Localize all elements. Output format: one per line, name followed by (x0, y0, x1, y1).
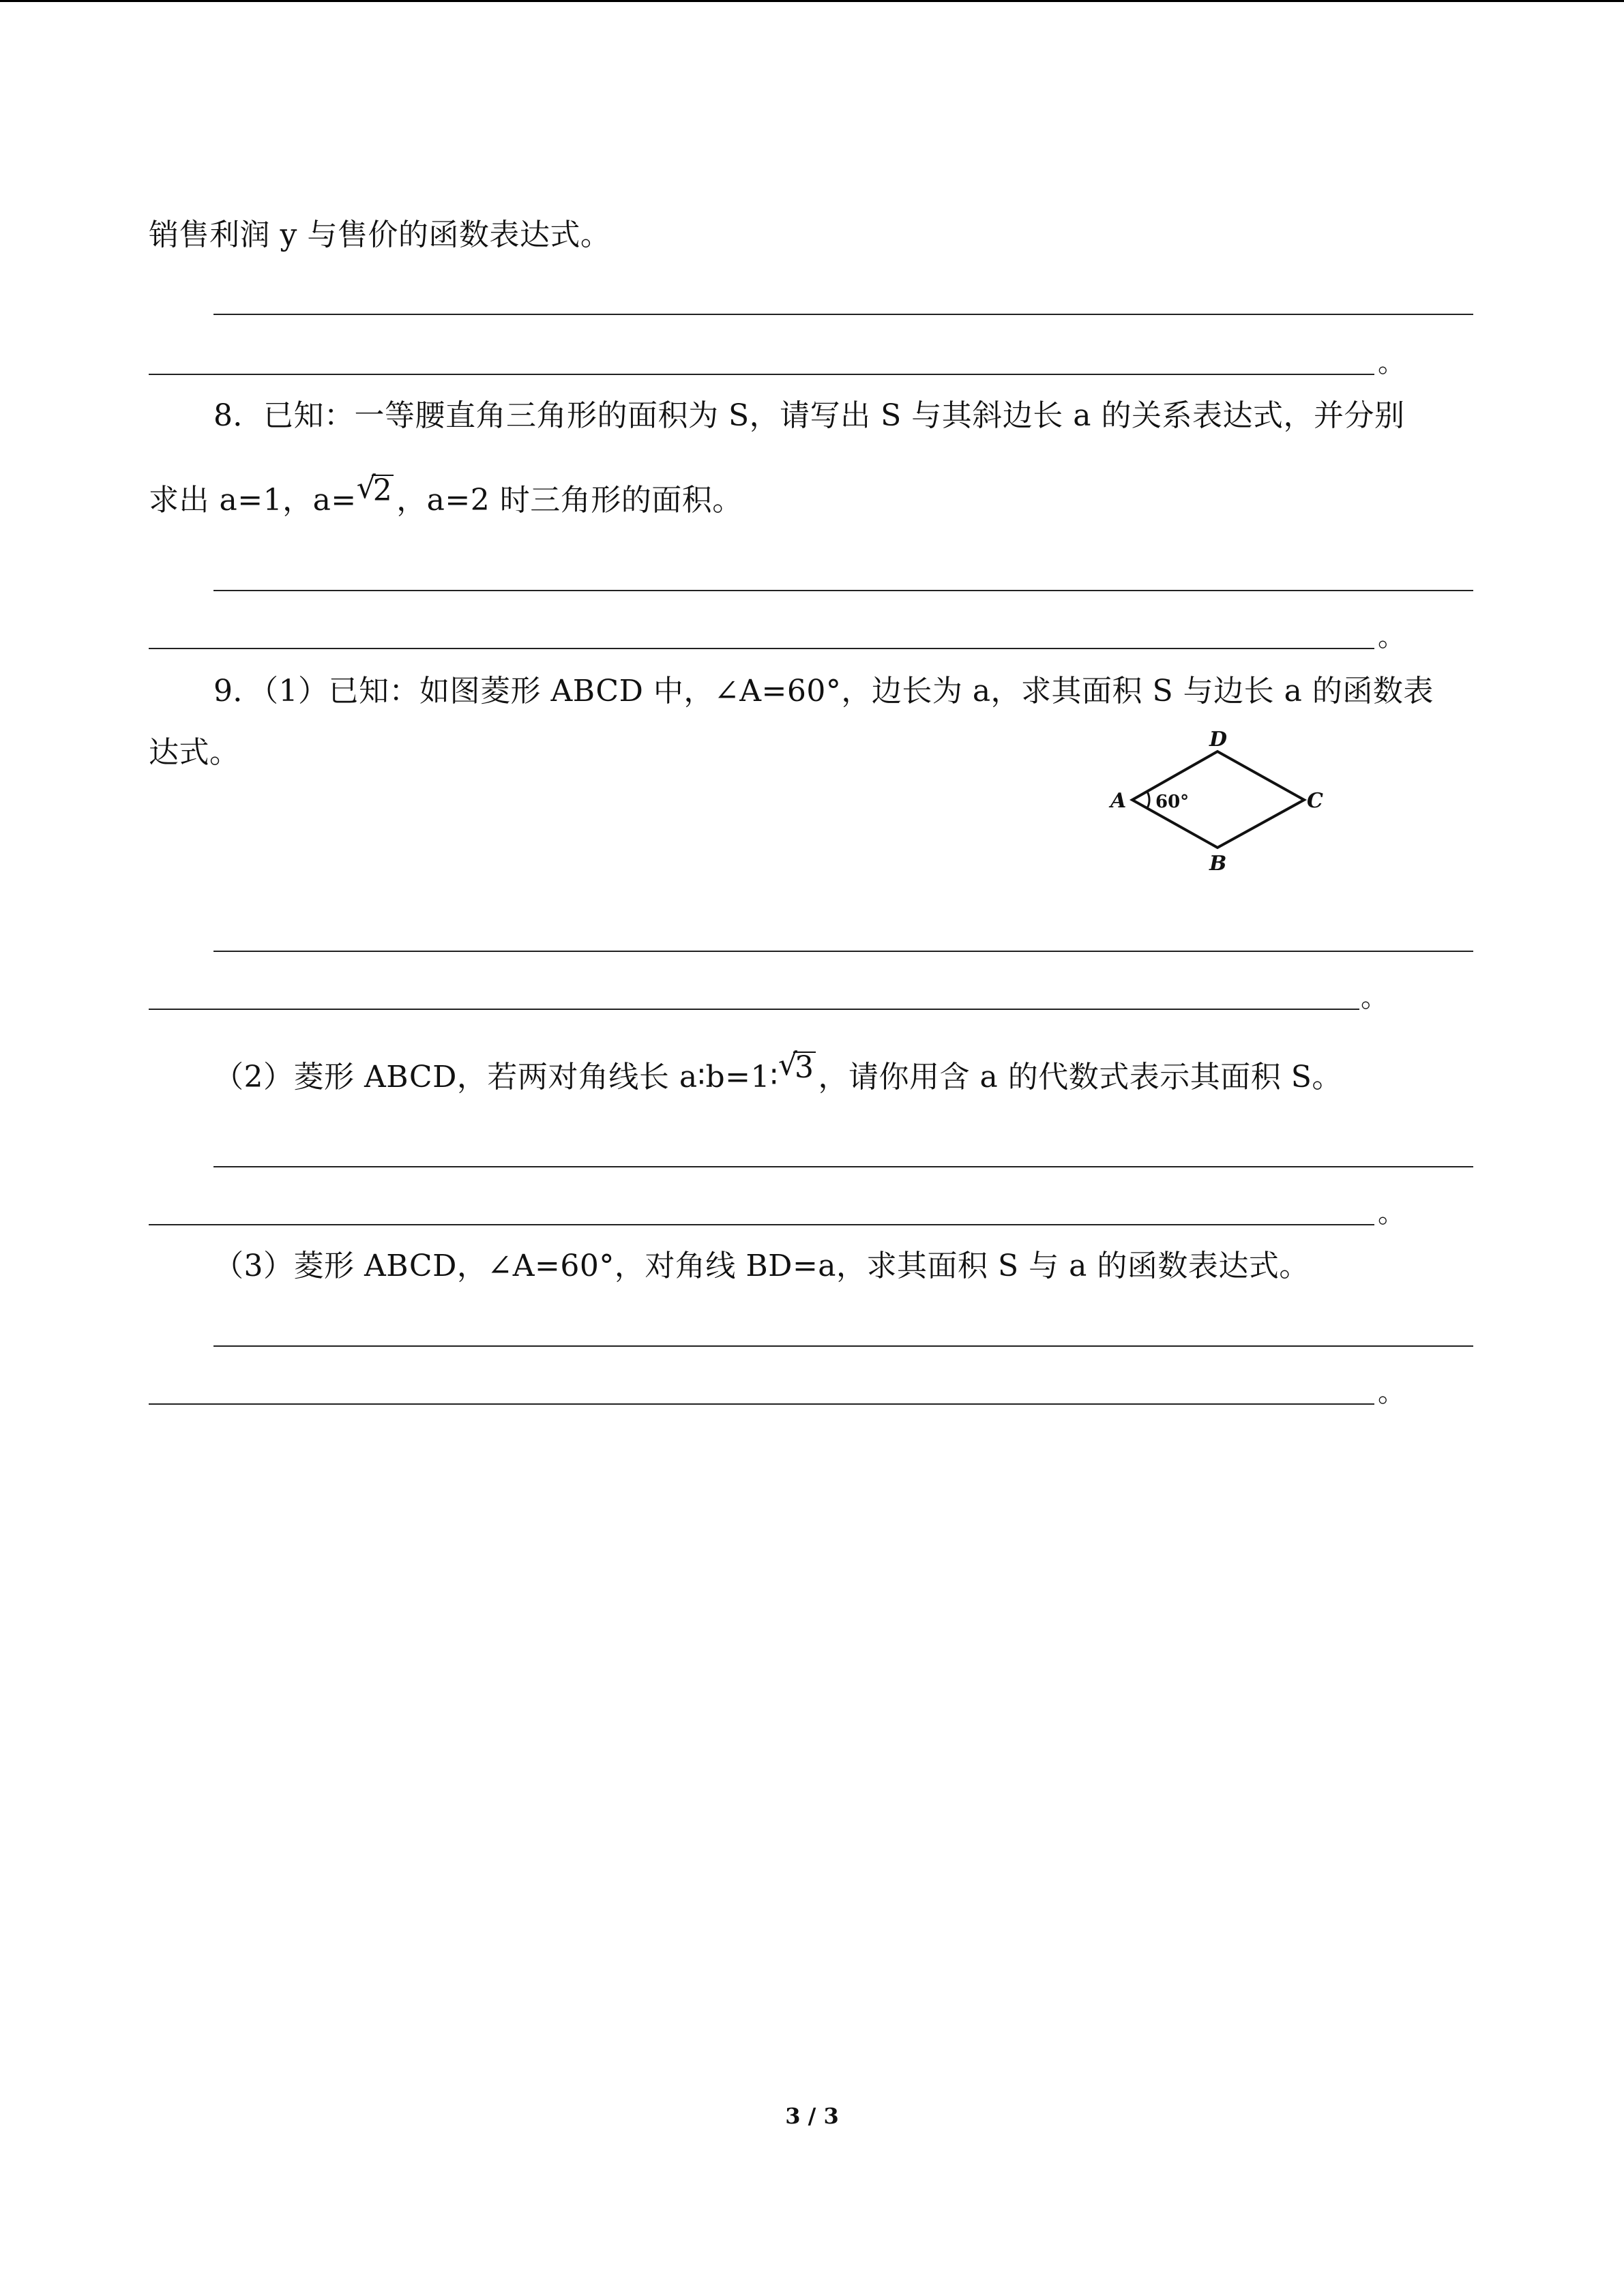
page-top-border (0, 0, 1624, 2)
answer-line (149, 1009, 1359, 1010)
vertex-label-c: C (1307, 789, 1323, 813)
period-mark: 。 (1378, 347, 1405, 378)
rhombus-figure (1098, 721, 1344, 878)
angle-arc (1147, 792, 1149, 808)
angle-label: 60° (1155, 792, 1190, 812)
vertex-label-b: B (1209, 852, 1227, 876)
answer-line (149, 648, 1374, 649)
vertex-label-a: A (1110, 789, 1127, 813)
question-9-part-2 (213, 1047, 1342, 1098)
question-9-part-3: （3）菱形 ABCD，∠A=60°，对角线 BD=a，求其面积 S 与 a 的函数表达式。 (213, 1249, 1310, 1283)
page-number: 3 / 3 (785, 2103, 839, 2129)
vertex-label-d: D (1209, 728, 1228, 751)
sqrt-2-expression (357, 471, 397, 511)
answer-line (213, 951, 1473, 952)
period-mark: 。 (1378, 1197, 1405, 1229)
period-mark: 。 (1378, 621, 1405, 653)
period-mark: 。 (1361, 982, 1388, 1013)
answer-line (213, 314, 1473, 315)
radical-sign: √ (356, 471, 377, 505)
answer-line (213, 1166, 1473, 1167)
intro-text: 销售利润 y 与售价的函数表达式。 (149, 218, 611, 252)
answer-line (149, 374, 1374, 375)
answer-line (149, 1403, 1374, 1405)
radical-sign: √ (778, 1047, 798, 1082)
question-8-text-b: ，a=2 时三角形的面积。 (396, 483, 743, 518)
question-8-text-a: 求出 a=1，a= (149, 483, 357, 518)
question-9-part-2-text-a: （2）菱形 ABCD，若两对角线长 a∶b=1∶ (213, 1060, 778, 1094)
question-9-part-1-line-1: 9．（1）已知：如图菱形 ABCD 中，∠A=60°，边长为 a，求其面积 S 与边长 a 的函数表 (213, 674, 1434, 709)
question-9-part-1-line-2: 达式。 (149, 735, 240, 770)
radicand: 2 (372, 473, 393, 508)
question-8-line-1: 8．已知：一等腰直角三角形的面积为 S，请写出 S 与其斜边长 a 的关系表达式，并分别 (213, 398, 1405, 433)
sqrt-3-expression (778, 1047, 818, 1088)
question-9-part-2-text-b: ，请你用含 a 的代数式表示其面积 S。 (818, 1060, 1342, 1094)
answer-line (213, 590, 1473, 591)
answer-line (213, 1345, 1473, 1347)
question-8-line-2 (149, 471, 743, 521)
radicand: 3 (795, 1050, 814, 1085)
period-mark: 。 (1378, 1377, 1405, 1408)
answer-line (149, 1224, 1374, 1225)
